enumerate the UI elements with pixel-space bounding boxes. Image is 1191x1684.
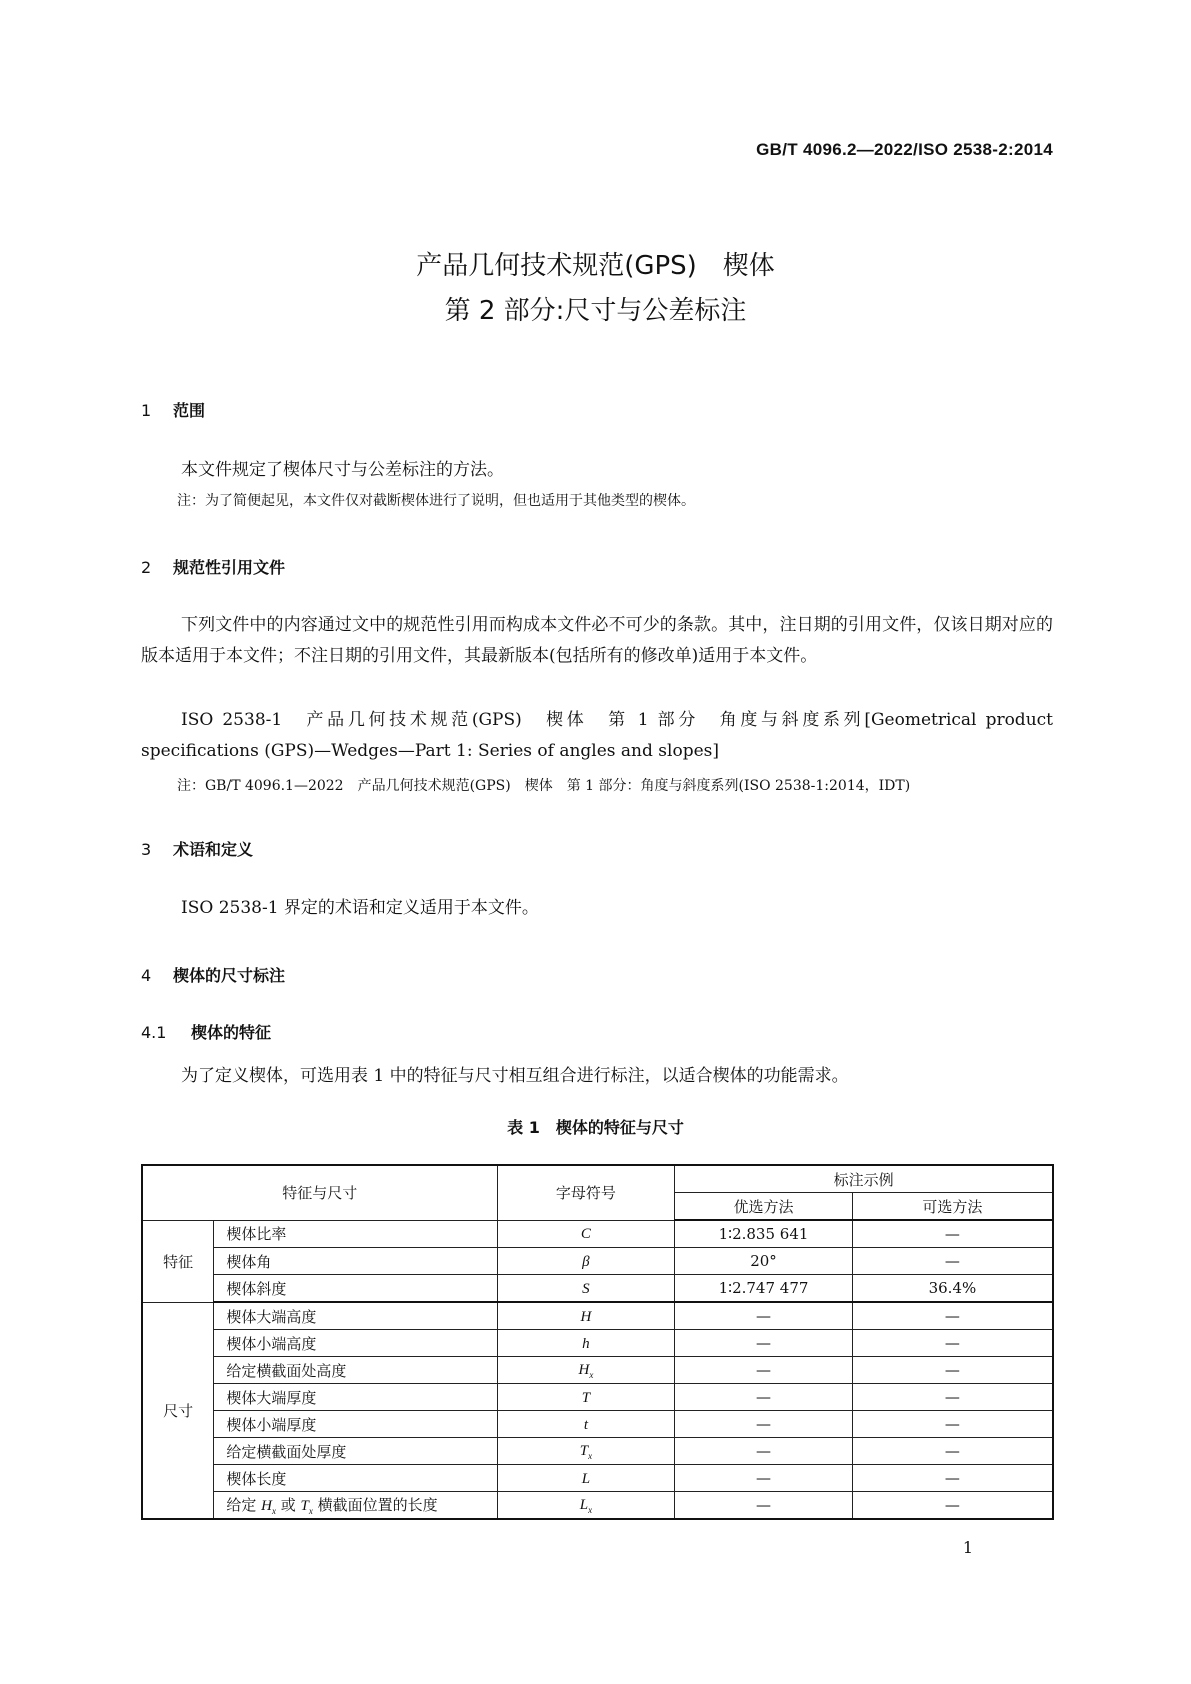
row-preferred: 20°	[675, 1248, 853, 1275]
row-name: 楔体小端高度	[214, 1330, 497, 1357]
row-symbol: β	[497, 1248, 675, 1275]
title-line-2: 第 2 部分:尺寸与公差标注	[444, 296, 747, 326]
table-row	[142, 1248, 1053, 1275]
table-row	[142, 1330, 1053, 1357]
row-name: 楔体大端厚度	[214, 1384, 497, 1411]
row-preferred: —	[675, 1302, 853, 1330]
features-table	[141, 1164, 1054, 1520]
row-preferred: —	[675, 1357, 853, 1384]
section-title: 楔体的特征	[191, 1023, 272, 1042]
table-row	[142, 1438, 1053, 1465]
row-name: 楔体角	[214, 1248, 497, 1275]
section-number: 2	[141, 558, 152, 577]
row-name: 给定横截面处厚度	[214, 1438, 497, 1465]
row-alternative: —	[852, 1330, 1053, 1357]
section-title: 楔体的尺寸标注	[173, 966, 286, 985]
document-header: GB/T 4096.2—2022/ISO 2538-2:2014	[756, 140, 1053, 159]
section-title: 规范性引用文件	[173, 558, 286, 577]
row-alternative: —	[852, 1357, 1053, 1384]
row-preferred: —	[675, 1492, 853, 1520]
header-example: 标注示例	[675, 1165, 1053, 1193]
section-4-1-text: 为了定义楔体，可选用表 1 中的特征与尺寸相互组合进行标注，以适合楔体的功能需求。	[181, 1066, 849, 1086]
title-line-1: 产品几何技术规范(GPS) 楔体	[416, 251, 775, 281]
row-preferred: —	[675, 1438, 853, 1465]
row-symbol: S	[497, 1275, 675, 1303]
row-name: 楔体长度	[214, 1465, 497, 1492]
section-2-note: 注：GB/T 4096.1—2022 产品几何技术规范(GPS) 楔体 第 1 部分：角度与斜度系列(ISO 2538-1:2014，IDT)	[177, 778, 911, 794]
row-name: 楔体斜度	[214, 1275, 497, 1303]
section-number: 1	[141, 401, 152, 420]
table-row	[142, 1357, 1053, 1384]
row-symbol: C	[497, 1220, 675, 1248]
table-row	[142, 1465, 1053, 1492]
row-symbol: h	[497, 1330, 675, 1357]
header-alternative: 可选方法	[852, 1193, 1053, 1221]
row-preferred: 1∶2.747 477	[675, 1275, 853, 1303]
section-number: 3	[141, 840, 152, 859]
row-alternative: —	[852, 1411, 1053, 1438]
table-caption: 表 1 楔体的特征与尺寸	[507, 1118, 684, 1137]
row-alternative: —	[852, 1302, 1053, 1330]
row-symbol: $T_x$	[497, 1438, 675, 1465]
row-name: 给定横截面处高度	[214, 1357, 497, 1384]
section-title: 范围	[173, 401, 206, 420]
row-symbol: $H_x$	[497, 1357, 675, 1384]
section-2-text: 下列文件中的内容通过文中的规范性引用而构成本文件必不可少的条款。其中，注日期的引用文件，仅该日期对应的版本适用于本文件；不注日期的引用文件，其最新版本(包括所有的修改单)适用于本文件。	[141, 615, 1053, 666]
row-alternative: —	[852, 1465, 1053, 1492]
row-preferred: —	[675, 1411, 853, 1438]
group-label: 尺寸	[142, 1302, 214, 1519]
section-3-text: ISO 2538-1 界定的术语和定义适用于本文件。	[181, 898, 539, 918]
section-2-heading	[141, 555, 285, 578]
row-symbol: L	[497, 1465, 675, 1492]
row-preferred: —	[675, 1384, 853, 1411]
row-symbol: T	[497, 1384, 675, 1411]
page-number: 1	[962, 1538, 973, 1557]
table-row	[142, 1220, 1053, 1248]
section-number: 4.1	[141, 1023, 167, 1042]
row-alternative: 36.4%	[852, 1275, 1053, 1303]
row-name: 给定 $H_x$ 或 $T_x$ 横截面位置的长度	[214, 1492, 497, 1520]
section-number: 4	[141, 966, 152, 985]
row-alternative: —	[852, 1248, 1053, 1275]
header-feature: 特征与尺寸	[142, 1165, 497, 1220]
section-4-1-heading	[141, 1020, 271, 1043]
group-label: 特征	[142, 1220, 214, 1302]
row-preferred: —	[675, 1330, 853, 1357]
table-row	[142, 1302, 1053, 1330]
row-alternative: —	[852, 1438, 1053, 1465]
section-4-heading	[141, 963, 285, 986]
row-alternative: —	[852, 1220, 1053, 1248]
table-row	[142, 1275, 1053, 1303]
normative-reference: ISO 2538-1 产品几何技术规范(GPS) 楔体 第 1 部分 角度与斜度系列[Geometrical product specifications (GPS)—Wedges—Part 1: Series of angles and slopes]	[141, 710, 1053, 761]
section-1-heading	[141, 398, 205, 421]
section-1-note: 注：为了简便起见，本文件仅对截断楔体进行了说明，但也适用于其他类型的楔体。	[177, 493, 695, 509]
row-name: 楔体大端高度	[214, 1302, 497, 1330]
row-symbol: t	[497, 1411, 675, 1438]
section-1-text: 本文件规定了楔体尺寸与公差标注的方法。	[181, 460, 504, 480]
section-3-heading	[141, 837, 253, 860]
table-row	[142, 1384, 1053, 1411]
row-symbol: H	[497, 1302, 675, 1330]
header-preferred: 优选方法	[675, 1193, 853, 1221]
row-name: 楔体比率	[214, 1220, 497, 1248]
header-symbol: 字母符号	[497, 1165, 675, 1220]
section-title: 术语和定义	[173, 840, 254, 859]
row-preferred: 1∶2.835 641	[675, 1220, 853, 1248]
row-alternative: —	[852, 1384, 1053, 1411]
row-alternative: —	[852, 1492, 1053, 1520]
row-preferred: —	[675, 1465, 853, 1492]
table-row	[142, 1411, 1053, 1438]
row-symbol: $L_x$	[497, 1492, 675, 1520]
row-name: 楔体小端厚度	[214, 1411, 497, 1438]
table-row	[142, 1492, 1053, 1520]
